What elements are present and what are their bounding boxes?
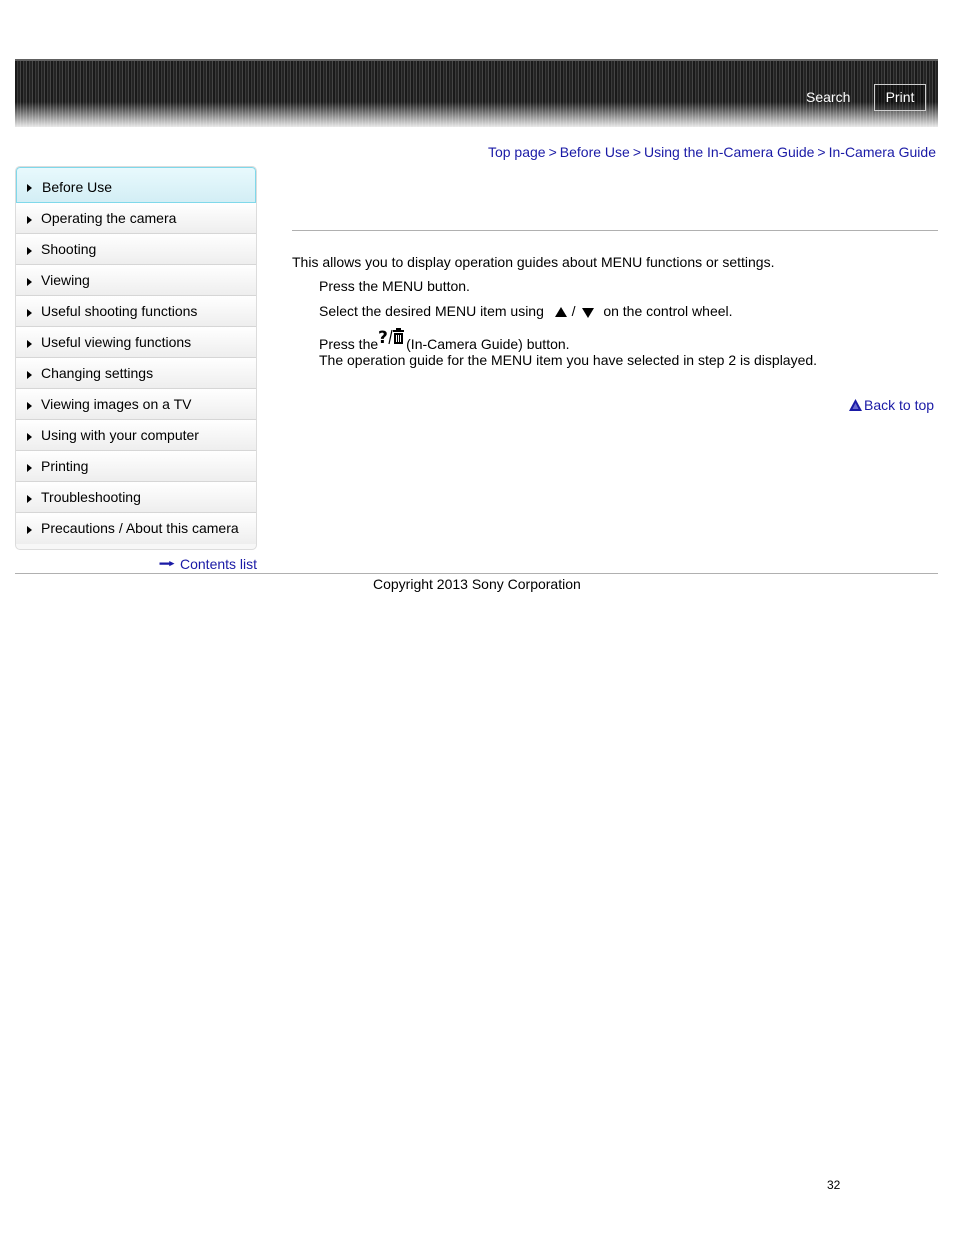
back-to-top-link[interactable]: [849, 397, 934, 413]
down-triangle-icon: [581, 306, 595, 318]
sidebar-item-label: Before Use: [42, 179, 113, 195]
help-trash-icon: [378, 328, 406, 346]
breadcrumb-separator: >: [817, 144, 826, 160]
contents-list-link[interactable]: [157, 556, 257, 572]
page-number: 32: [827, 1178, 841, 1192]
sidebar-item-troubleshooting[interactable]: [16, 482, 256, 513]
sidebar-item-precautions[interactable]: [16, 513, 256, 544]
breadcrumb-before-use[interactable]: Before Use: [559, 144, 630, 160]
sidebar-item-label: Using with your computer: [41, 427, 199, 443]
sidebar-item-label: Troubleshooting: [41, 489, 141, 505]
header-bar: [15, 59, 938, 127]
footer-divider: [15, 573, 938, 574]
search-link[interactable]: Search: [806, 89, 851, 105]
chevron-right-icon: [27, 247, 32, 255]
contents-arrow-icon: [157, 561, 177, 567]
sidebar-item-before-use[interactable]: [16, 167, 256, 203]
sidebar-item-printing[interactable]: [16, 451, 256, 482]
up-triangle-icon: [554, 306, 568, 318]
sidebar-item-label: Operating the camera: [41, 210, 177, 226]
breadcrumb-separator: >: [548, 144, 557, 160]
sidebar-item-label: Viewing: [41, 272, 90, 288]
chevron-right-icon: [27, 526, 32, 534]
breadcrumb: [488, 144, 936, 160]
chevron-right-icon: [27, 402, 32, 410]
sidebar-item-label: Viewing images on a TV: [41, 396, 192, 412]
sidebar-item-label: Useful viewing functions: [41, 334, 192, 350]
sidebar-item-label: Changing settings: [41, 365, 154, 381]
step-2-slash: /: [571, 303, 576, 319]
sidebar-item-changing-settings[interactable]: [16, 358, 256, 389]
sidebar-item-using-with-computer[interactable]: [16, 420, 256, 451]
chevron-right-icon: [27, 184, 32, 192]
chevron-right-icon: [27, 309, 32, 317]
breadcrumb-top-page[interactable]: Top page: [487, 144, 546, 160]
title-divider: [292, 230, 938, 231]
step-1-text: Press the MENU button.: [319, 278, 470, 294]
sidebar-item-useful-viewing-functions[interactable]: [16, 327, 256, 358]
step-3-text-after: (In-Camera Guide) button.: [406, 336, 570, 352]
breadcrumb-separator: >: [632, 144, 641, 160]
chevron-right-icon: [27, 340, 32, 348]
contents-list-label: Contents list: [180, 556, 258, 572]
print-button[interactable]: Print: [874, 84, 926, 111]
sidebar-item-label: Useful shooting functions: [41, 303, 198, 319]
sidebar-item-viewing[interactable]: [16, 265, 256, 296]
breadcrumb-in-camera-guide[interactable]: In-Camera Guide: [828, 144, 936, 160]
step-2: [319, 303, 733, 319]
sidebar-item-label: Shooting: [41, 241, 97, 257]
chevron-right-icon: [27, 464, 32, 472]
chevron-right-icon: [27, 371, 32, 379]
breadcrumb-using-in-camera-guide[interactable]: Using the In-Camera Guide: [644, 144, 815, 160]
step-3: [319, 328, 570, 352]
chevron-right-icon: [27, 278, 32, 286]
chevron-right-icon: [27, 216, 32, 224]
chevron-right-icon: [27, 433, 32, 441]
copyright-text: Copyright 2013 Sony Corporation: [373, 576, 581, 592]
sidebar-nav: [15, 166, 257, 550]
sidebar-item-label: Precautions / About this camera: [41, 520, 239, 536]
sidebar-item-viewing-images-on-tv[interactable]: [16, 389, 256, 420]
intro-text: This allows you to display operation guides about MENU functions or settings.: [292, 254, 775, 270]
step-2-text-after: on the control wheel.: [603, 303, 733, 319]
svg-text:?: ?: [378, 328, 389, 346]
sidebar-item-label: Printing: [41, 458, 89, 474]
step-2-text-before: Select the desired MENU item using: [319, 303, 544, 319]
back-to-top-icon: [849, 399, 862, 411]
chevron-right-icon: [27, 495, 32, 503]
step-3-text-before: Press the: [319, 336, 379, 352]
sidebar-item-shooting[interactable]: [16, 234, 256, 265]
step-3-note: The operation guide for the MENU item you have selected in step 2 is displayed.: [319, 352, 818, 368]
sidebar-item-operating-the-camera[interactable]: [16, 203, 256, 234]
sidebar-item-useful-shooting-functions[interactable]: [16, 296, 256, 327]
back-to-top-label: Back to top: [864, 397, 935, 413]
